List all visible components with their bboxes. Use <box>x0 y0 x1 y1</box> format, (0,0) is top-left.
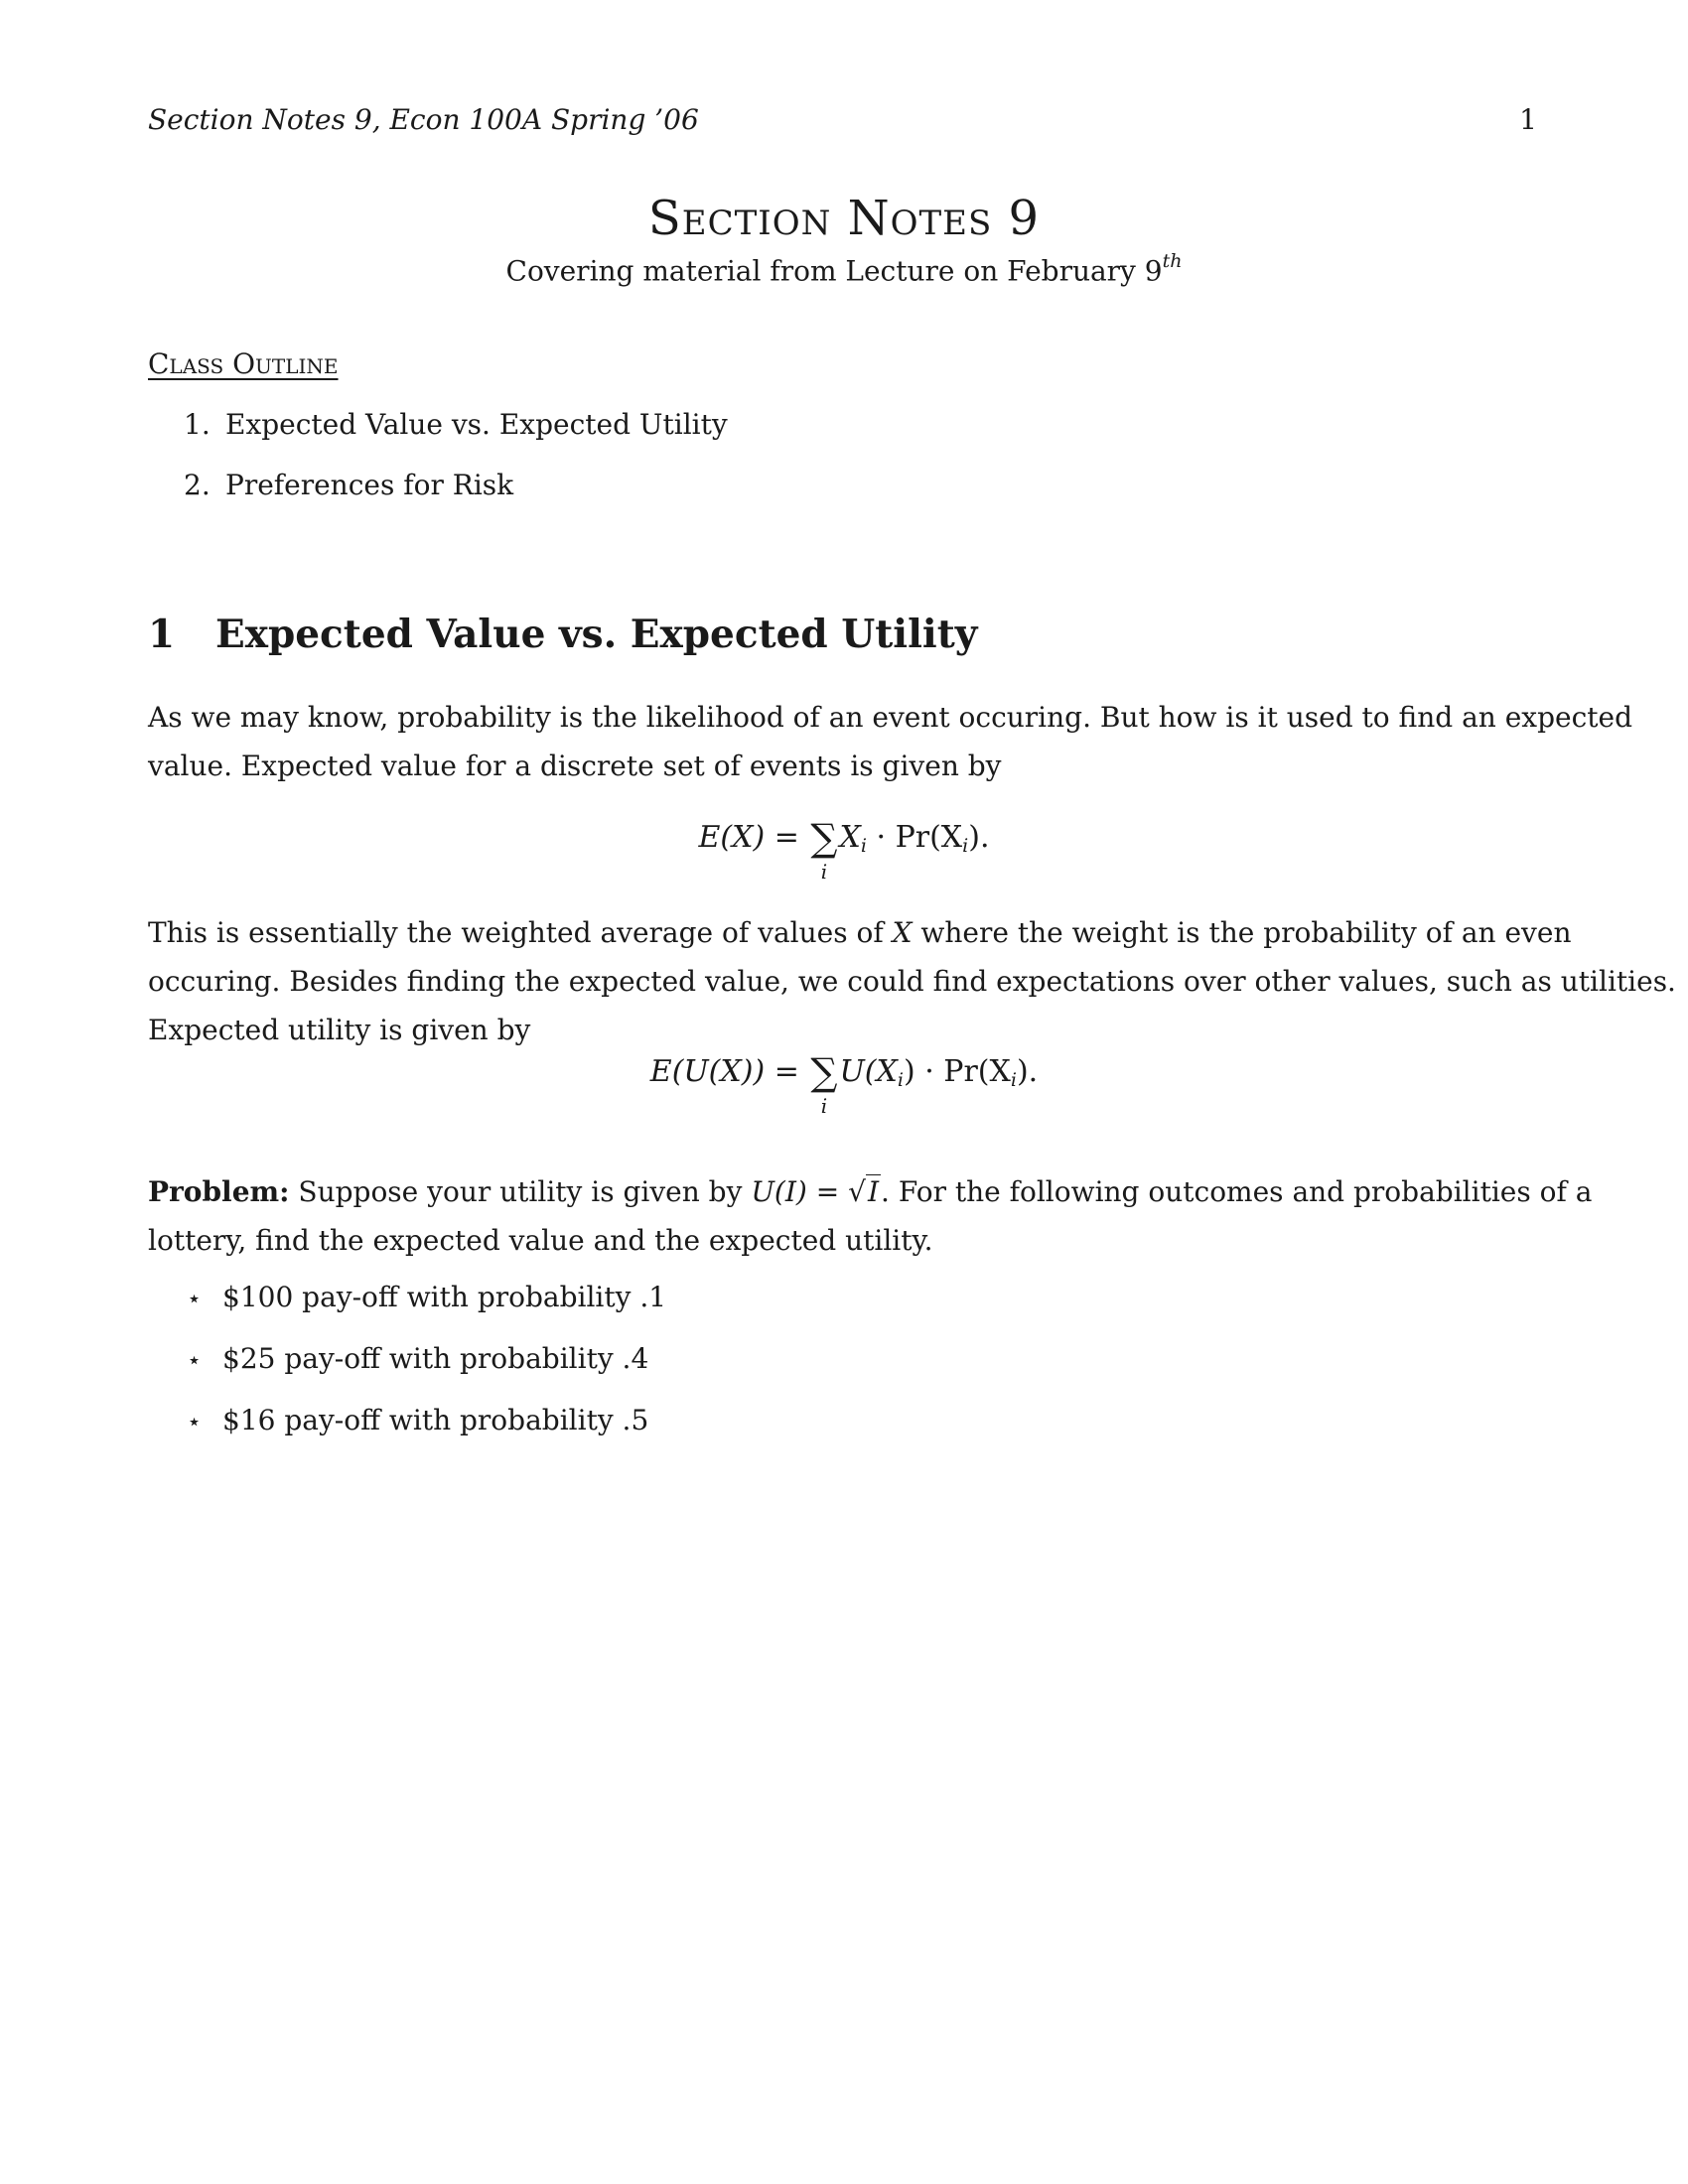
list-item-text: $16 pay-off with probability .5 <box>222 1404 649 1436</box>
paragraph-line: occuring. Besides finding the expected value, we could find expectations over other values, such as utilities. <box>148 965 1676 998</box>
utility-function: U(I) = <box>751 1175 849 1208</box>
equation-term: · Pr(X <box>866 820 963 855</box>
summation-index: i <box>820 1094 828 1118</box>
paragraph-line: Expected utility is given by <box>148 1014 531 1046</box>
list-item <box>187 1281 666 1313</box>
text-run: . For the following outcomes and probabilities of a <box>881 1175 1593 1208</box>
page-number: 1 <box>1519 103 1537 136</box>
paragraph-weighted-average <box>148 908 1676 1054</box>
section-heading <box>148 612 977 657</box>
problem-label: Problem: <box>148 1175 290 1208</box>
equation-term: X <box>839 820 861 855</box>
star-bullet-icon: ⋆ <box>187 1408 203 1435</box>
equation-expected-value <box>0 816 1688 884</box>
equation-lhs: E(X) = <box>698 820 799 855</box>
equation-term: ). <box>968 820 990 855</box>
text-run: where the weight is the probability of an even <box>912 916 1572 949</box>
equation-subscript: i <box>962 835 969 857</box>
equation-term: ). <box>1016 1054 1039 1089</box>
problem-statement <box>148 1167 1593 1265</box>
square-root <box>848 1167 881 1216</box>
outline-item-label: Preferences for Risk <box>225 469 514 501</box>
summation-symbol: ∑ i <box>810 816 838 884</box>
equation-subscript: i <box>860 835 867 857</box>
outline-item <box>184 469 513 501</box>
outline-item-number: 2. <box>184 469 211 501</box>
list-item-text: $25 pay-off with probability .4 <box>222 1342 649 1375</box>
document-subtitle <box>0 250 1688 288</box>
equation-expected-utility <box>0 1050 1688 1118</box>
text-run: This is essentially the weighted average of values of <box>148 916 893 949</box>
equation-term: U(X <box>839 1054 898 1089</box>
text-run: Suppose your utility is given by <box>289 1175 752 1208</box>
outline-heading: Class Outline <box>148 347 339 380</box>
sqrt-symbol: √ <box>848 1175 866 1208</box>
equation-subscript: i <box>897 1069 904 1091</box>
paragraph-line <box>148 1167 1593 1216</box>
equation-lhs: E(U(X)) = <box>649 1054 799 1089</box>
equation-subscript: i <box>1010 1069 1017 1091</box>
paragraph-line: value. Expected value for a discrete set of events is given by <box>148 750 1002 782</box>
subtitle-text: Covering material from Lecture on February 9 <box>505 254 1163 288</box>
list-item-text: $100 pay-off with probability .1 <box>222 1281 667 1313</box>
equation-term: ) · Pr(X <box>903 1054 1011 1089</box>
star-bullet-icon: ⋆ <box>187 1285 203 1312</box>
paragraph-line <box>148 908 1572 957</box>
summation-index: i <box>820 860 828 884</box>
section-number: 1 <box>148 612 176 657</box>
sqrt-radicand: I <box>867 1175 880 1208</box>
math-variable: X <box>892 916 913 949</box>
list-item <box>187 1404 648 1436</box>
outline-item <box>184 408 728 441</box>
outline-item-number: 1. <box>184 408 211 441</box>
star-bullet-icon: ⋆ <box>187 1346 203 1374</box>
document-title: Section Notes 9 <box>647 191 1041 246</box>
subtitle-superscript: th <box>1162 250 1183 272</box>
outline-item-label: Expected Value vs. Expected Utility <box>225 408 728 441</box>
summation-symbol: ∑ i <box>810 1050 838 1118</box>
paragraph-line: As we may know, probability is the likelihood of an event occuring. But how is it used to find an expected <box>148 701 1632 734</box>
paragraph-line: lottery, find the expected value and the expected utility. <box>148 1224 933 1257</box>
section-title: Expected Value vs. Expected Utility <box>215 612 978 657</box>
paragraph-intro <box>148 693 1632 790</box>
list-item <box>187 1342 648 1375</box>
running-head: Section Notes 9, Econ 100A Spring ’06 <box>148 103 699 136</box>
